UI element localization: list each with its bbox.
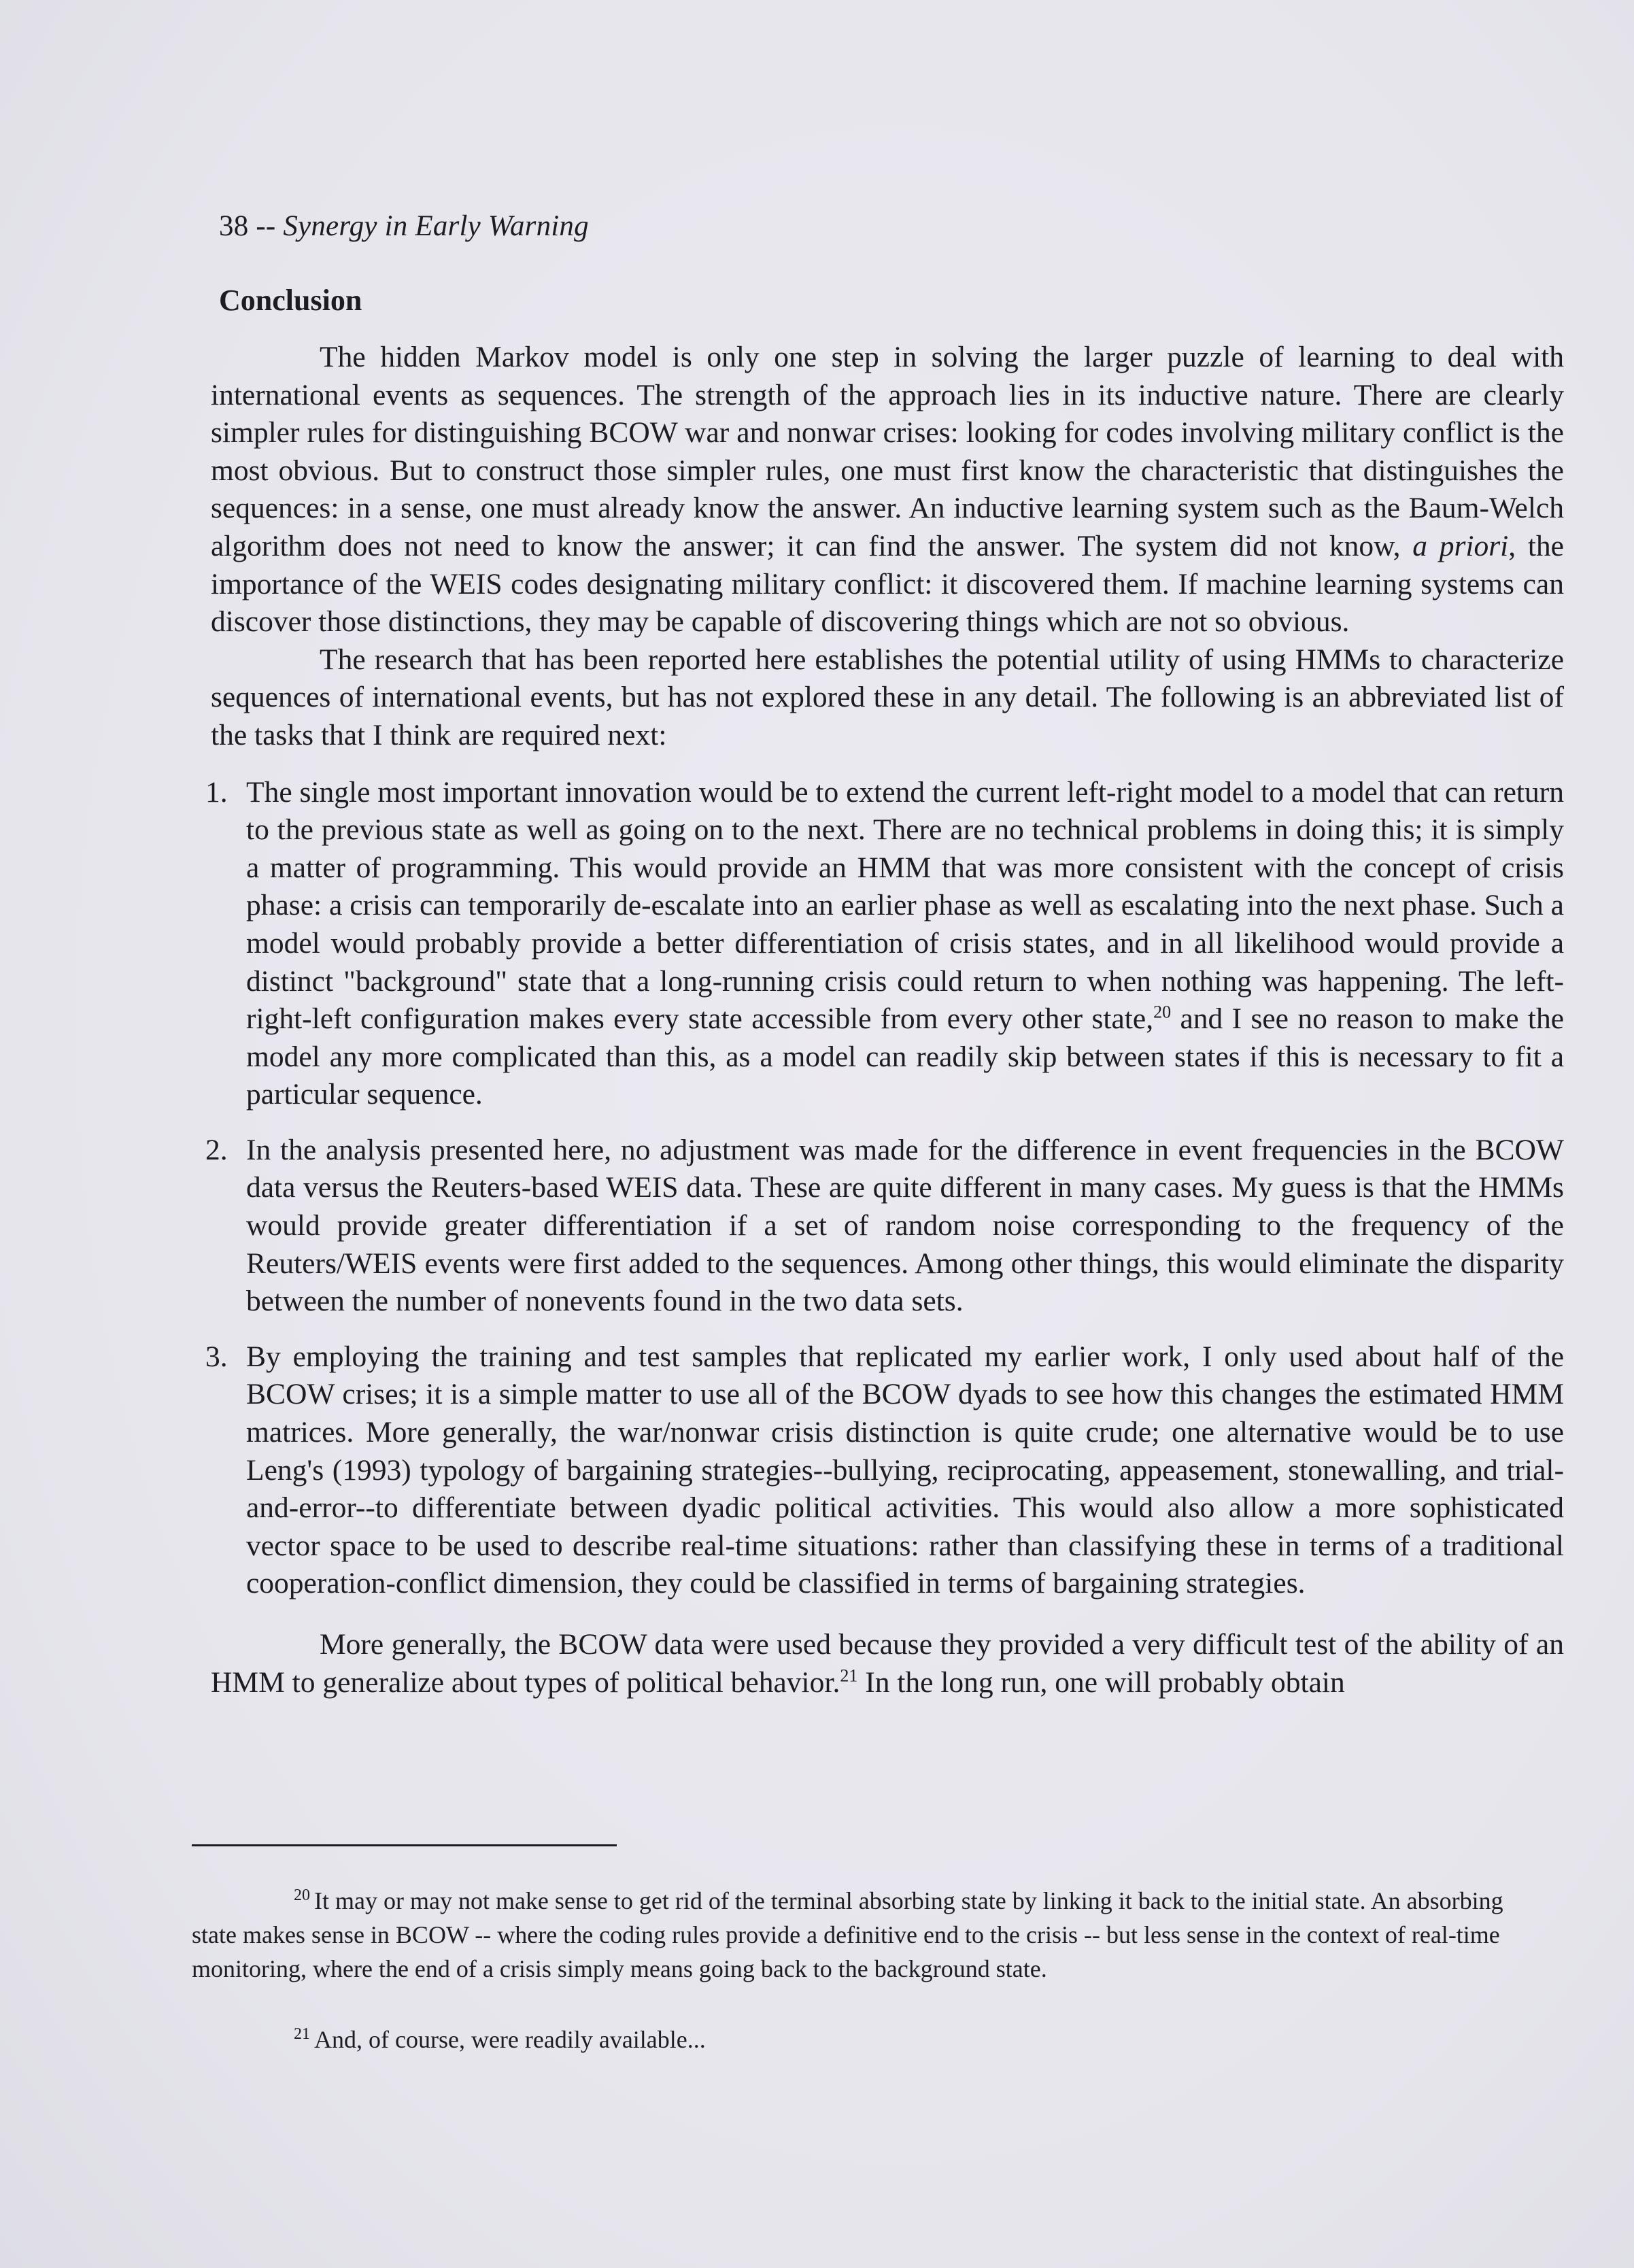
list-number: 3.	[205, 1340, 228, 1373]
footnote-ref: 21	[840, 1665, 858, 1686]
body-text	[205, 339, 1564, 1702]
italic-phrase: a priori	[1412, 529, 1509, 562]
footnote-ref: 20	[1153, 1002, 1172, 1022]
paragraph-text: In the long run, one will probably obtain	[857, 1665, 1345, 1699]
paragraph: The research that has been reported here establishes the potential utility of using HMMs to characterize sequences of international events, but has not explored these in any detail. The following is an abbreviated list of the tasks that I think are required next:	[211, 643, 1564, 751]
list-item	[205, 1132, 1564, 1321]
running-header	[219, 209, 589, 243]
running-title: Synergy in Early Warning	[283, 210, 589, 242]
paragraph-text: More generally, the BCOW data were used because they provided a very difficult test of the ability of an HMM to generalize about types of political behavior.	[211, 1628, 1564, 1699]
footnote-divider	[192, 1844, 617, 1846]
paragraph-text: , the importance of the WEIS codes designating military conflict: it discovered them. If machine learning systems can discover those distinctions, they may be capable of discovering things which are not so obvious.	[211, 529, 1564, 639]
list-item	[205, 1338, 1564, 1603]
list-item	[205, 774, 1564, 1114]
list-item-text-part: The single most important innovation would be to extend the current left-right model to a model that can return to the previous state as well as going on to the next. There are no technical problems in doing this; it is simply a matter of programming. This would provide an HMM that was more consistent with the concept of crisis phase: a crisis can temporarily de-escalate into an earlier phase as well as escalating into the next phase. Such a model would probably provide a better differentiation of crisis states, and in all likelihood would provide a distinct "background" state that a long-running crisis could return to when nothing was happening. The left-right-left configuration makes every state accessible from every other state,	[246, 775, 1564, 1036]
list-number: 2.	[205, 1133, 228, 1166]
page-number: 38 --	[219, 210, 276, 242]
footnote-mark: 21	[294, 2025, 310, 2043]
list-item-text: By employing the training and test samples that replicated my earlier work, I only used about half of the BCOW crises; it is a simple matter to use all of the BCOW dyads to see how this changes the estimated HMM matrices. More generally, the war/nonwar crisis distinction is quite crude; one alternative would be to use Leng's (1993) typology of bargaining strategies--bullying, reciprocating, appeasement, stonewalling, and trial-and-error--to differentiate between dyadic political activities. This would also allow a more sophisticated vector space to be used to describe real-time situations: rather than classifying these in terms of a traditional cooperation-conflict dimension, they could be classified in terms of bargaining strategies.	[246, 1340, 1564, 1600]
footnote-text: It may or may not make sense to get rid of the terminal absorbing state by linking it back to the initial state. An absorbing state makes sense in BCOW -- where the coding rules provide a definitive end to the crisis -- but less sense in the context of real-time monitoring, where the end of a crisis simply means going back to the background state.	[192, 1887, 1503, 1982]
paragraph-text: The hidden Markov model is only one step in solving the larger puzzle of learning to deal with international events as sequences. The strength of the approach lies in its inductive nature. There are clearly simpler rules for distinguishing BCOW war and nonwar crises: looking for codes involving military conflict is the most obvious. But to construct those simpler rules, one must first know the characteristic that distinguishes the sequences: in a sense, one must already know the answer. An inductive learning system such as the Baum-Welch algorithm does not need to know the answer; it can find the answer. The system did not know,	[211, 341, 1564, 562]
footnote-text: And, of course, were readily available...	[314, 2026, 706, 2053]
footnotes	[192, 1884, 1525, 2057]
section-heading: Conclusion	[219, 284, 362, 317]
paragraph	[211, 1626, 1564, 1702]
footnote	[192, 2022, 1525, 2057]
list-item-text-part: and I see no reason to make the model any more complicated than this, as a model can readily skip between states if this is necessary to fit a particular sequence.	[246, 1002, 1564, 1111]
list-item-text	[246, 774, 1564, 1114]
list-item-text: In the analysis presented here, no adjustment was made for the difference in event frequencies in the BCOW data versus the Reuters-based WEIS data. These are quite different in many cases. My guess is that the HMMs would provide greater differentiation if a set of random noise corresponding to the frequency of the Reuters/WEIS events were first added to the sequences. Among other things, this would eliminate the disparity between the number of nonevents found in the two data sets.	[246, 1133, 1564, 1318]
list-number: 1.	[205, 775, 228, 809]
paragraph	[211, 339, 1564, 641]
task-list	[205, 774, 1564, 1603]
footnote-mark: 20	[294, 1886, 310, 1904]
footnote	[192, 1884, 1525, 1986]
